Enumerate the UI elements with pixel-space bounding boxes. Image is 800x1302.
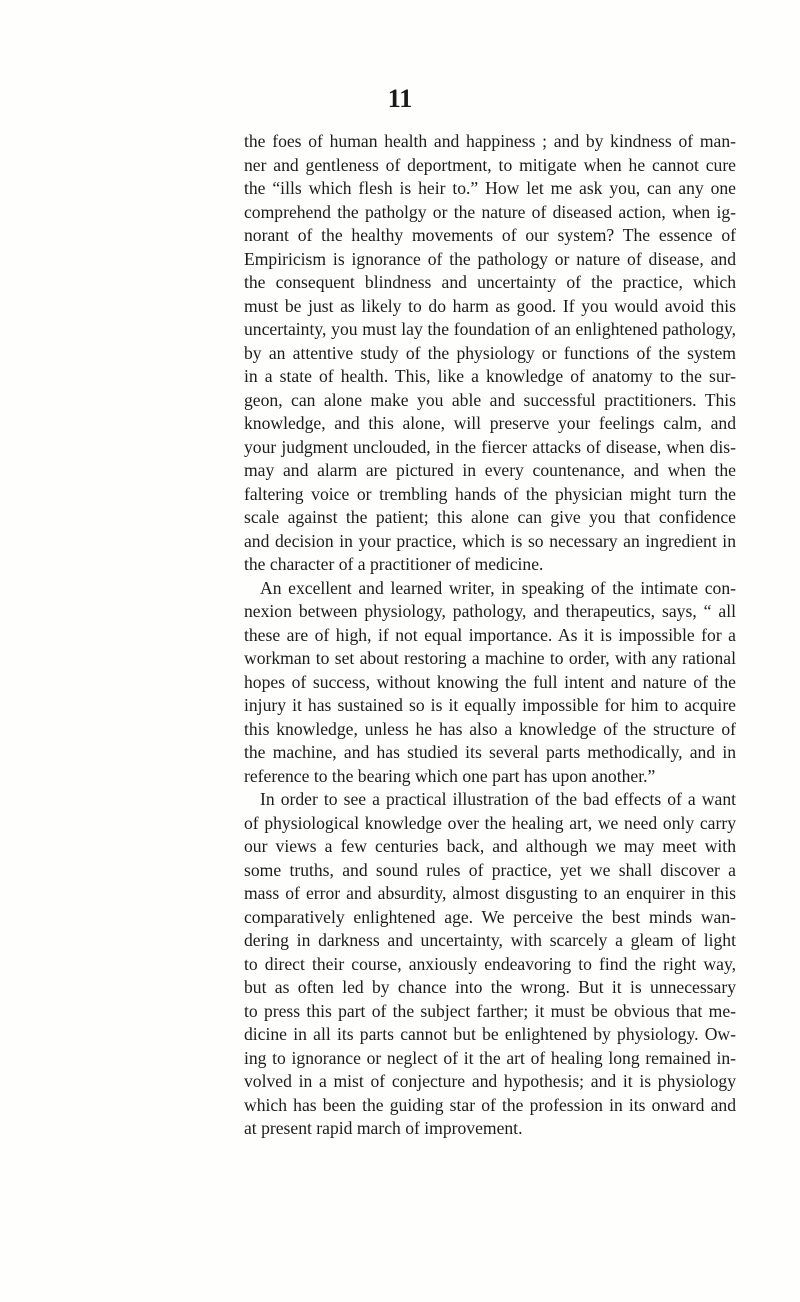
text-line: which has been the guiding star of the profession in its onward and [244,1094,736,1115]
page-number: 11 [387,84,413,113]
text-line: hopes of success, without knowing the full intent and nature of the [244,671,736,692]
text-line: by an attentive study of the physiology or functions of the system [244,342,736,363]
text-line: comparatively enlightened age. We perceive the best minds wan- [244,906,736,927]
text-line: to direct their course, anxiously endeavoring to find the right way, [244,953,736,974]
text-line: the consequent blindness and uncertainty of the practice, which [244,272,736,292]
text-line: our views a few centuries back, and although we may meet with [244,836,736,856]
text-line: ner and gentleness of deportment, to mitigate when he cannot cure [244,154,736,175]
text-line: geon, can alone make you able and successful practitioners. This [244,389,736,410]
text-line: scale against the patient; this alone can give you that confidence [244,507,736,527]
text-line: but as often led by chance into the wrong. But it is unnecessary [244,977,736,997]
text-line: your judgment unclouded, in the fiercer attacks of disease, when dis- [244,436,736,457]
text-line: dering in darkness and uncertainty, with scarcely a gleam of light [244,930,736,950]
text-line: to press this part of the subject farther; it must be obvious that me- [244,1000,736,1021]
text-line: must be just as likely to do harm as good. If you would avoid this [244,295,736,316]
text-line: may and alarm are pictured in every countenance, and when the [244,460,736,480]
body-text [244,130,736,1141]
text-line: the machine, and has studied its several parts methodically, and in [244,742,736,762]
text-line: Empiricism is ignorance of the pathology or nature of disease, and [244,248,736,269]
text-line: mass of error and absurdity, almost disgusting to an enquirer in this [244,883,736,903]
paragraph-end-line: at present rapid march of improvement. [244,1118,523,1138]
paragraph-end-line: reference to the bearing which one part has upon another.” [244,765,656,786]
text-line: workman to set about restoring a machine to order, with any rational [244,648,736,668]
text-line: these are of high, if not equal importance. As it is impossible for a [244,624,736,645]
text-line: dicine in all its parts cannot but be enlightened by physiology. Ow- [244,1024,736,1044]
text-line: volved in a mist of conjecture and hypothesis; and it is physiology [244,1071,736,1091]
text-line: in a state of health. This, like a knowledge of anatomy to the sur- [244,366,736,386]
paragraph-start-line: An excellent and learned writer, in speaking of the intimate con- [260,577,736,598]
text-line: faltering voice or trembling hands of the physician might turn the [244,483,736,504]
text-line: norant of the healthy movements of our system? The essence of [244,225,736,245]
paragraph-end-line: the character of a practitioner of medicine. [244,554,544,574]
text-line: nexion between physiology, pathology, and therapeutics, says, “ all [244,601,736,621]
text-line: ing to ignorance or neglect of it the art of healing long remained in- [244,1047,736,1068]
text-line: and decision in your practice, which is so necessary an ingredient in [244,530,736,551]
text-line: uncertainty, you must lay the foundation of an enlightened pathology, [244,319,736,339]
paragraph-start-line: In order to see a practical illustration of the bad effects of a want [260,789,736,809]
text-line: of physiological knowledge over the healing art, we need only carry [244,812,736,833]
text-line: some truths, and sound rules of practice, yet we shall discover a [244,859,736,880]
text-line: comprehend the patholgy or the nature of diseased action, when ig- [244,201,736,222]
text-line: the foes of human health and happiness ; and by kindness of man- [244,131,736,151]
text-line: the “ills which flesh is heir to.” How let me ask you, can any one [244,178,736,198]
text-line: injury it has sustained so is it equally impossible for him to acquire [244,695,736,715]
text-line: knowledge, and this alone, will preserve your feelings calm, and [244,413,736,433]
text-line: this knowledge, unless he has also a knowledge of the structure of [244,718,736,739]
